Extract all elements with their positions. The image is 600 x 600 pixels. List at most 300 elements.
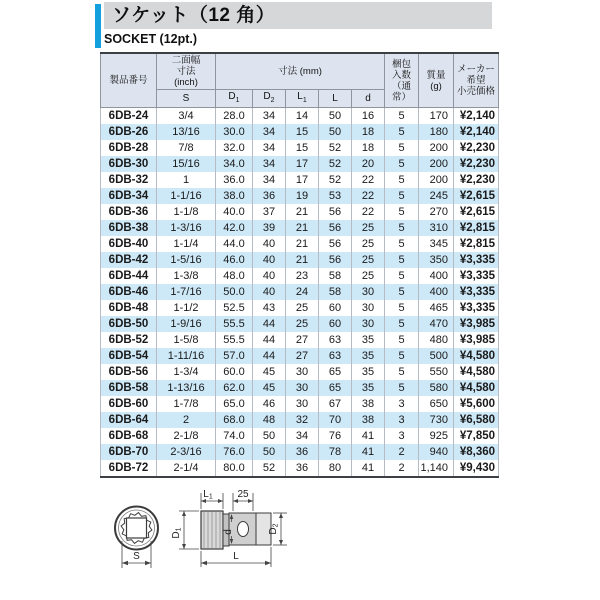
d1-mm: 52.5 xyxy=(216,300,253,316)
price: ¥2,815 xyxy=(454,236,499,252)
pack-qty: 5 xyxy=(385,300,419,316)
socket-side-view xyxy=(171,489,287,567)
d1-mm: 55.5 xyxy=(216,332,253,348)
l-mm: 65 xyxy=(319,364,352,380)
size-inch: 2-3/16 xyxy=(157,444,216,460)
price: ¥3,335 xyxy=(454,268,499,284)
l1-mm: 32 xyxy=(286,412,319,428)
table-row xyxy=(101,348,499,364)
l-mm: 56 xyxy=(319,204,352,220)
subcol-l1: $L_1$ xyxy=(286,90,319,108)
l-mm: 52 xyxy=(319,140,352,156)
l1-mm: 17 xyxy=(286,156,319,172)
size-inch: 15/16 xyxy=(157,156,216,172)
pack-qty: 5 xyxy=(385,268,419,284)
pack-qty: 5 xyxy=(385,156,419,172)
table-body xyxy=(101,108,499,478)
mass-g: 470 xyxy=(419,316,454,332)
size-inch: 2-1/8 xyxy=(157,428,216,444)
d2-mm: 40 xyxy=(253,284,286,300)
mass-g: 270 xyxy=(419,204,454,220)
pack-qty: 3 xyxy=(385,412,419,428)
arrowhead xyxy=(182,544,186,549)
size-inch: 1-1/2 xyxy=(157,300,216,316)
l1-mm: 15 xyxy=(286,124,319,140)
d-mm: 16 xyxy=(352,108,385,125)
d1-mm: 60.0 xyxy=(216,364,253,380)
l-mm: 78 xyxy=(319,444,352,460)
price: ¥2,230 xyxy=(454,156,499,172)
table-row xyxy=(101,396,499,412)
pack-qty: 5 xyxy=(385,124,419,140)
size-inch: 1-7/8 xyxy=(157,396,216,412)
header-line: 質量 xyxy=(426,69,446,81)
d-mm: 25 xyxy=(352,252,385,268)
pack-qty: 5 xyxy=(385,364,419,380)
s-label: S xyxy=(133,551,140,562)
size-inch: 1-7/16 xyxy=(157,284,216,300)
table-row xyxy=(101,316,499,332)
col-header-price xyxy=(454,53,499,108)
subcol-d2: $D_2$ xyxy=(253,90,286,108)
d-mm: 41 xyxy=(352,444,385,460)
product-no: 6DB-42 xyxy=(101,252,157,268)
d2-mm: 43 xyxy=(253,300,286,316)
price: ¥2,230 xyxy=(454,172,499,188)
l1-mm: 21 xyxy=(286,252,319,268)
price: ¥2,615 xyxy=(454,204,499,220)
l1-mm: 19 xyxy=(286,188,319,204)
table-row xyxy=(101,412,499,428)
table-row xyxy=(101,332,499,348)
pack-qty: 5 xyxy=(385,172,419,188)
product-no: 6DB-28 xyxy=(101,140,157,156)
l1-mm: 30 xyxy=(286,396,319,412)
l-mm: 80 xyxy=(319,460,352,477)
d2-mm: 50 xyxy=(253,444,286,460)
product-no: 6DB-36 xyxy=(101,204,157,220)
price: ¥2,815 xyxy=(454,220,499,236)
d-mm: 20 xyxy=(352,156,385,172)
pack-qty: 2 xyxy=(385,460,419,477)
d1-mm: 80.0 xyxy=(216,460,253,477)
header-line: 入数 xyxy=(392,69,412,81)
arrowhead xyxy=(279,513,283,518)
mass-g: 350 xyxy=(419,252,454,268)
d1-mm: 57.0 xyxy=(216,348,253,364)
pack-qty: 5 xyxy=(385,108,419,125)
page-subtitle: SOCKET (12pt.) xyxy=(104,32,198,46)
table-header xyxy=(101,53,499,108)
arrowhead xyxy=(279,540,283,545)
product-no: 6DB-50 xyxy=(101,316,157,332)
size-inch: 2-1/4 xyxy=(157,460,216,477)
arrowhead xyxy=(248,499,253,503)
d-mm: 18 xyxy=(352,140,385,156)
d1-mm: 62.0 xyxy=(216,380,253,396)
pack-qty: 5 xyxy=(385,284,419,300)
pack-qty: 5 xyxy=(385,332,419,348)
header-line: メーカー希望 xyxy=(457,64,495,86)
size-inch: 1-1/4 xyxy=(157,236,216,252)
d1-mm: 65.0 xyxy=(216,396,253,412)
d2-mm: 44 xyxy=(253,348,286,364)
d2-mm: 37 xyxy=(253,204,286,220)
pack-qty: 5 xyxy=(385,140,419,156)
mass-g: 940 xyxy=(419,444,454,460)
pack-qty: 5 xyxy=(385,188,419,204)
arrowhead xyxy=(265,561,271,565)
d-mm: 41 xyxy=(352,428,385,444)
l-mm: 50 xyxy=(319,108,352,125)
mass-g: 650 xyxy=(419,396,454,412)
mass-g: 465 xyxy=(419,300,454,316)
table-row xyxy=(101,108,499,125)
arrowhead xyxy=(145,561,151,565)
l-mm: 65 xyxy=(319,380,352,396)
table-row xyxy=(101,252,499,268)
table-row xyxy=(101,380,499,396)
d-mm: 30 xyxy=(352,316,385,332)
d-mm: 22 xyxy=(352,172,385,188)
size-inch: 1-5/8 xyxy=(157,332,216,348)
d2-mm: 34 xyxy=(253,156,286,172)
d2-mm: 45 xyxy=(253,364,286,380)
arrowhead xyxy=(182,511,186,516)
d2-mm: 48 xyxy=(253,412,286,428)
price: ¥5,600 xyxy=(454,396,499,412)
pack-qty: 2 xyxy=(385,444,419,460)
pack-qty: 5 xyxy=(385,204,419,220)
l-mm: 60 xyxy=(319,316,352,332)
product-no: 6DB-38 xyxy=(101,220,157,236)
mass-g: 170 xyxy=(419,108,454,125)
l1-mm: 25 xyxy=(286,300,319,316)
l-mm: 58 xyxy=(319,284,352,300)
pack-qty: 5 xyxy=(385,380,419,396)
price: ¥6,580 xyxy=(454,412,499,428)
product-no: 6DB-72 xyxy=(101,460,157,477)
l1-mm: 30 xyxy=(286,380,319,396)
l1-mm: 25 xyxy=(286,316,319,332)
product-no: 6DB-70 xyxy=(101,444,157,460)
l-label: L xyxy=(233,551,239,562)
mass-g: 1,140 xyxy=(419,460,454,477)
product-no: 6DB-32 xyxy=(101,172,157,188)
size-inch: 1-3/4 xyxy=(157,364,216,380)
d2-mm: 44 xyxy=(253,332,286,348)
l-mm: 67 xyxy=(319,396,352,412)
pack-qty: 3 xyxy=(385,428,419,444)
socket-end-view xyxy=(115,507,158,569)
d1-label: D1 xyxy=(171,527,183,539)
d-mm: 38 xyxy=(352,396,385,412)
d-mm: 25 xyxy=(352,236,385,252)
l1-mm: 21 xyxy=(286,204,319,220)
col-header-mass xyxy=(419,53,454,108)
price: ¥2,615 xyxy=(454,188,499,204)
d2-mm: 44 xyxy=(253,316,286,332)
d-mm: 41 xyxy=(352,460,385,477)
product-no: 6DB-46 xyxy=(101,284,157,300)
table-row xyxy=(101,428,499,444)
size-inch: 7/8 xyxy=(157,140,216,156)
d2-mm: 36 xyxy=(253,188,286,204)
d2-label: D2 xyxy=(268,523,280,535)
d2-mm: 45 xyxy=(253,380,286,396)
product-no: 6DB-30 xyxy=(101,156,157,172)
l-mm: 63 xyxy=(319,332,352,348)
d2-mm: 46 xyxy=(253,396,286,412)
price: ¥8,360 xyxy=(454,444,499,460)
l1-mm: 36 xyxy=(286,444,319,460)
table-row xyxy=(101,236,499,252)
product-no: 6DB-52 xyxy=(101,332,157,348)
d-mm: 38 xyxy=(352,412,385,428)
d-mm: 18 xyxy=(352,124,385,140)
product-no: 6DB-40 xyxy=(101,236,157,252)
table-row xyxy=(101,460,499,477)
l-mm: 50 xyxy=(319,124,352,140)
d-mm: 35 xyxy=(352,332,385,348)
size-inch: 1-1/16 xyxy=(157,188,216,204)
mass-g: 200 xyxy=(419,140,454,156)
drive-25-label: 25 xyxy=(237,489,249,500)
d1-mm: 44.0 xyxy=(216,236,253,252)
subcol-l: L xyxy=(319,90,352,108)
price: ¥3,335 xyxy=(454,300,499,316)
d1-mm: 38.0 xyxy=(216,188,253,204)
price: ¥3,985 xyxy=(454,316,499,332)
size-inch: 2 xyxy=(157,412,216,428)
l-mm: 53 xyxy=(319,188,352,204)
subcol-s: S xyxy=(157,90,216,108)
l-mm: 60 xyxy=(319,300,352,316)
d-mm: 22 xyxy=(352,204,385,220)
d1-mm: 30.0 xyxy=(216,124,253,140)
d-mm: 35 xyxy=(352,364,385,380)
d1-mm: 34.0 xyxy=(216,156,253,172)
page-title: ソケット（12 角） xyxy=(104,2,492,29)
mass-g: 580 xyxy=(419,380,454,396)
header-line: 梱包 xyxy=(392,58,412,70)
content-column xyxy=(95,2,505,578)
d2-mm: 34 xyxy=(253,124,286,140)
accent-bar xyxy=(95,4,101,48)
header-line: 寸法 xyxy=(176,66,196,77)
l1-mm: 17 xyxy=(286,172,319,188)
l1-mm: 30 xyxy=(286,364,319,380)
pack-qty: 3 xyxy=(385,396,419,412)
product-no: 6DB-60 xyxy=(101,396,157,412)
col-header-dims-mm: 寸法 (mm) xyxy=(216,53,385,90)
mass-g: 550 xyxy=(419,364,454,380)
l-mm: 52 xyxy=(319,156,352,172)
d2-mm: 40 xyxy=(253,268,286,284)
table-row xyxy=(101,140,499,156)
size-inch: 1-9/16 xyxy=(157,316,216,332)
table-row xyxy=(101,444,499,460)
subcol-d: d xyxy=(352,90,385,108)
l-mm: 52 xyxy=(319,172,352,188)
size-inch: 1-13/16 xyxy=(157,380,216,396)
mass-g: 400 xyxy=(419,268,454,284)
product-no: 6DB-26 xyxy=(101,124,157,140)
price: ¥2,140 xyxy=(454,124,499,140)
d2-mm: 34 xyxy=(253,108,286,125)
size-inch: 1 xyxy=(157,172,216,188)
price: ¥7,850 xyxy=(454,428,499,444)
arrowhead xyxy=(201,561,207,565)
l-mm: 56 xyxy=(319,252,352,268)
table-row xyxy=(101,188,499,204)
header-line: (inch) xyxy=(174,77,198,88)
pack-qty: 5 xyxy=(385,316,419,332)
l1-mm: 21 xyxy=(286,236,319,252)
l-mm: 63 xyxy=(319,348,352,364)
d1-mm: 48.0 xyxy=(216,268,253,284)
table-row xyxy=(101,124,499,140)
pack-qty: 5 xyxy=(385,348,419,364)
l-mm: 58 xyxy=(319,268,352,284)
mass-g: 200 xyxy=(419,156,454,172)
l1-mm: 15 xyxy=(286,140,319,156)
table-row xyxy=(101,364,499,380)
product-no: 6DB-24 xyxy=(101,108,157,125)
d-mm: 22 xyxy=(352,188,385,204)
l1-mm: 24 xyxy=(286,284,319,300)
arrowhead xyxy=(218,499,223,503)
d1-mm: 74.0 xyxy=(216,428,253,444)
l-mm: 56 xyxy=(319,236,352,252)
l1-mm: 34 xyxy=(286,428,319,444)
table-row xyxy=(101,300,499,316)
product-no: 6DB-34 xyxy=(101,188,157,204)
d2-mm: 52 xyxy=(253,460,286,477)
header-line: （通常） xyxy=(392,80,412,103)
d2-mm: 34 xyxy=(253,140,286,156)
price: ¥2,230 xyxy=(454,140,499,156)
l1-mm: 27 xyxy=(286,348,319,364)
l-mm: 76 xyxy=(319,428,352,444)
d-label: d xyxy=(223,529,234,535)
l1-mm: 36 xyxy=(286,460,319,477)
size-inch: 13/16 xyxy=(157,124,216,140)
col-header-pack-qty xyxy=(385,53,419,108)
mass-g: 345 xyxy=(419,236,454,252)
mass-g: 480 xyxy=(419,332,454,348)
product-no: 6DB-68 xyxy=(101,428,157,444)
table-row xyxy=(101,268,499,284)
d1-mm: 50.0 xyxy=(216,284,253,300)
d1-mm: 55.5 xyxy=(216,316,253,332)
d1-mm: 42.0 xyxy=(216,220,253,236)
d1-mm: 76.0 xyxy=(216,444,253,460)
product-no: 6DB-56 xyxy=(101,364,157,380)
d-mm: 30 xyxy=(352,284,385,300)
mass-g: 180 xyxy=(419,124,454,140)
product-no: 6DB-44 xyxy=(101,268,157,284)
size-inch: 1-11/16 xyxy=(157,348,216,364)
l1-mm: 27 xyxy=(286,332,319,348)
product-no: 6DB-64 xyxy=(101,412,157,428)
pin-hole xyxy=(238,522,249,537)
d1-mm: 28.0 xyxy=(216,108,253,125)
table-row xyxy=(101,156,499,172)
mass-g: 730 xyxy=(419,412,454,428)
size-inch: 1-3/16 xyxy=(157,220,216,236)
l1-mm: 14 xyxy=(286,108,319,125)
price: ¥4,580 xyxy=(454,348,499,364)
l1-mm: 21 xyxy=(286,220,319,236)
product-table xyxy=(100,52,499,478)
mass-g: 500 xyxy=(419,348,454,364)
price: ¥3,335 xyxy=(454,252,499,268)
pack-qty: 5 xyxy=(385,220,419,236)
header-line: 二面幅 xyxy=(171,55,201,66)
price: ¥2,140 xyxy=(454,108,499,125)
dimension-diagram xyxy=(105,488,415,573)
pack-qty: 5 xyxy=(385,252,419,268)
col-header-width-inch xyxy=(157,53,216,90)
d1-mm: 40.0 xyxy=(216,204,253,220)
d2-mm: 39 xyxy=(253,220,286,236)
d2-mm: 40 xyxy=(253,236,286,252)
product-no: 6DB-58 xyxy=(101,380,157,396)
col-header-product: 製品番号 xyxy=(101,53,157,108)
product-no: 6DB-54 xyxy=(101,348,157,364)
d-mm: 35 xyxy=(352,380,385,396)
header-line: 小売価格 xyxy=(457,86,496,97)
d-mm: 35 xyxy=(352,348,385,364)
header-line: (g) xyxy=(430,80,442,92)
product-no: 6DB-48 xyxy=(101,300,157,316)
square-drive-hole xyxy=(127,518,147,538)
d-mm: 30 xyxy=(352,300,385,316)
price: ¥3,985 xyxy=(454,332,499,348)
table-row xyxy=(101,220,499,236)
table-row xyxy=(101,172,499,188)
d1-mm: 32.0 xyxy=(216,140,253,156)
title-block xyxy=(95,2,505,46)
arrowhead xyxy=(122,561,128,565)
d1-mm: 46.0 xyxy=(216,252,253,268)
l-mm: 56 xyxy=(319,220,352,236)
mass-g: 925 xyxy=(419,428,454,444)
d-mm: 25 xyxy=(352,268,385,284)
l1-label: L1 xyxy=(203,489,213,501)
mass-g: 310 xyxy=(419,220,454,236)
d2-mm: 34 xyxy=(253,172,286,188)
l-mm: 70 xyxy=(319,412,352,428)
d2-mm: 40 xyxy=(253,252,286,268)
d2-mm: 50 xyxy=(253,428,286,444)
mass-g: 200 xyxy=(419,172,454,188)
size-inch: 1-3/8 xyxy=(157,268,216,284)
d1-mm: 68.0 xyxy=(216,412,253,428)
d1-mm: 36.0 xyxy=(216,172,253,188)
price: ¥4,580 xyxy=(454,380,499,396)
d-mm: 25 xyxy=(352,220,385,236)
price: ¥3,335 xyxy=(454,284,499,300)
price: ¥9,430 xyxy=(454,460,499,477)
mass-g: 245 xyxy=(419,188,454,204)
price: ¥4,580 xyxy=(454,364,499,380)
subcol-d1: $D_1$ xyxy=(216,90,253,108)
table-row xyxy=(101,204,499,220)
pack-qty: 5 xyxy=(385,236,419,252)
table-row xyxy=(101,284,499,300)
